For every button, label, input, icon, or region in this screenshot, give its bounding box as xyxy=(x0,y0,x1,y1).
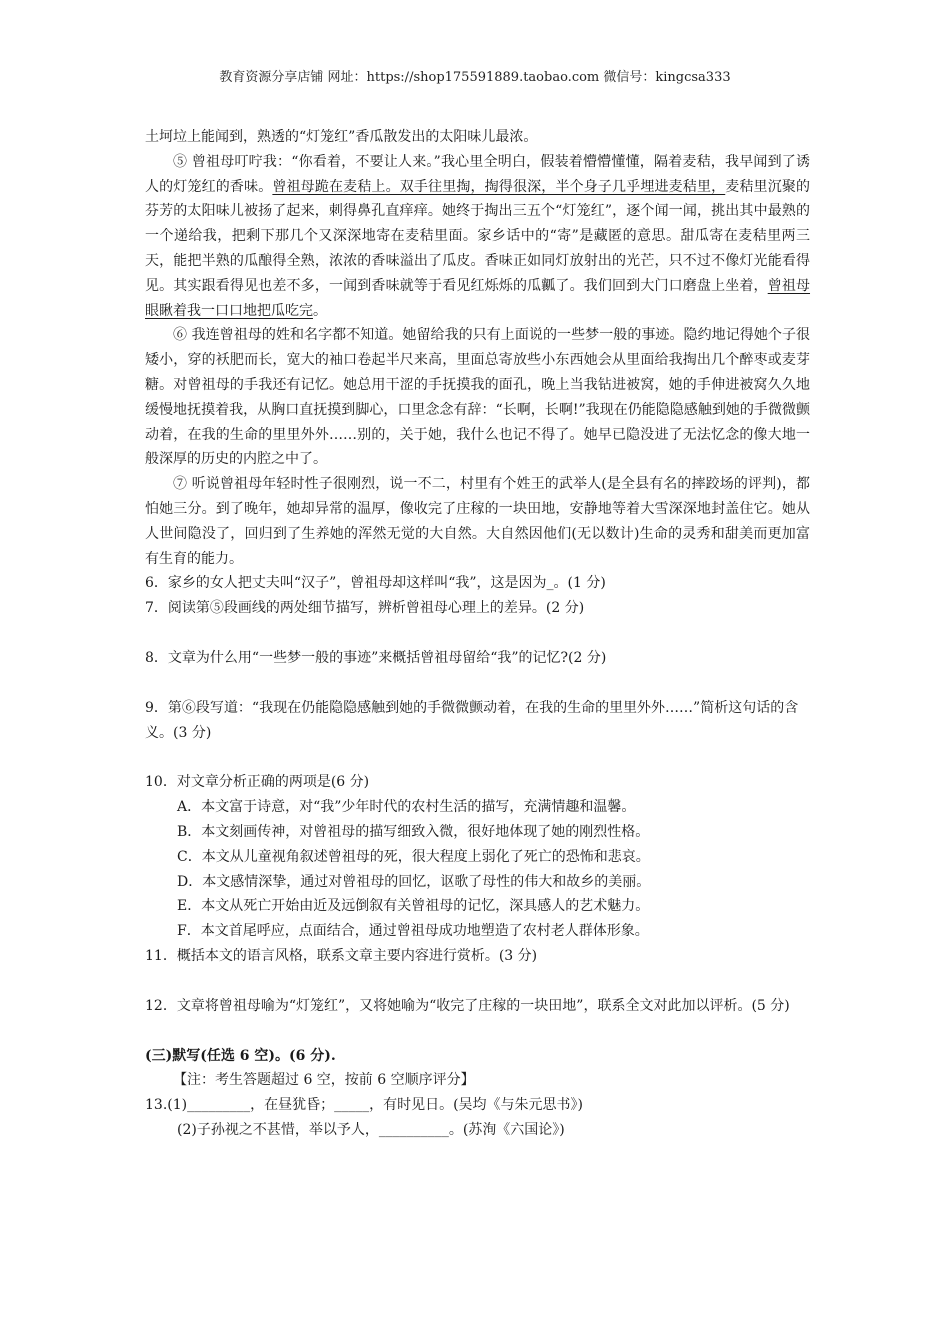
paragraph-7: ⑦ 听说曾祖母年轻时性子很刚烈，说一不二，村里有个姓王的武举人(是全县有名的摔跤场的评判)，都怕她三分。到了晚年，她却异常的温厚，像收完了庄稼的一块田地，安静地等着大雪深深地封盖住它。她从人世间隐没了，回归到了生养她的浑然无觉的大自然。大自然因他们(无以数计)生命的灵秀和甜美而更加富有生育的能力。 xyxy=(145,476,810,567)
p5-text-b: 麦秸里沉聚的芬芳的太阳味儿被扬了起来，刺得鼻孔直痒痒。她终于掏出三五个“灯笼红”，逐个闻一闻，挑出其中最熟的一个递给我，把剩下那几个又深深地寄在麦秸里面。家乡话中的“寄”是藏匿的意思。甜瓜寄在麦秸里两三天，能把半熟的瓜酿得全熟，浓浓的香味溢出了瓜皮。香味正如同灯放射出的光芒，只不过不像灯光能看得见。其实跟看得见也差不多，一闻到香味就等于看见红烁烁的瓜瓤了。我们回到大门口磨盘上坐着， xyxy=(145,178,811,294)
question-11: 11．概括本文的语言风格，联系文章主要内容进行赏析。(3 分) xyxy=(145,947,538,964)
option-d: D．本文感情深挚，通过对曾祖母的回忆，讴歌了母性的伟大和故乡的美丽。 xyxy=(177,873,651,890)
section-3-note: 【注：考生答题超过 6 空，按前 6 空顺序评分】 xyxy=(173,1072,475,1089)
p5-underlined-1: 曾祖母跪在麦秸上。双手往里掏，掏得很深，半个身子几乎埋进麦秸里， xyxy=(272,178,726,195)
paragraph-6: ⑥ 我连曾祖母的姓和名字都不知道。她留给我的只有上面说的一些梦一般的事迹。隐约地记得她个子很矮小，穿的袄肥而长，宽大的袖口卷起半尺来高，里面总寄放些小东西她会从里面给我掏出几个醉枣或麦芽糖。对曾祖母的手我还有记忆。她总用干涩的手抚摸我的面孔，晚上当我钻进被窝，她的手伸进被窝久久地缓慢地抚摸着我，从胸口直抚摸到脚心，口里念念有辞：“长啊，长啊!”我现在仍能隐隐感触到她的手微微颤动着，在我的生命的里里外外……别的，关于她，我什么也记不得了。她早已隐没进了无法忆念的像大地一般深厚的历史的内腔之中了。 xyxy=(145,327,810,468)
question-9: 9．第⑥段写道：“我现在仍能隐隐感触到她的手微微颤动着，在我的生命的里里外外……”简析这句话的含义。(3 分) xyxy=(145,699,799,741)
option-a: A．本文富于诗意，对“我”少年时代的农村生活的描写，充满情趣和温馨。 xyxy=(177,799,636,816)
question-7: 7．阅读第⑤段画线的两处细节描写，辨析曾祖母心理上的差异。(2 分) xyxy=(145,600,585,617)
page-header: 教育资源分享店铺 网址：https://shop175591889.taobao.com 微信号：kingcsa333 xyxy=(219,70,731,85)
p5-text-c: 。 xyxy=(313,302,327,319)
question-13-2: (2)子孙视之不甚惜，举以予人，__________。(苏洵《六国论》) xyxy=(177,1121,565,1138)
option-f: F．本文首尾呼应，点面结合，通过曾祖母成功地塑造了农村老人群体形象。 xyxy=(177,923,649,940)
question-6: 6．家乡的女人把丈夫叫“汉子”，曾祖母却这样叫“我”，这是因为_。(1 分) xyxy=(145,575,606,592)
section-3-title: (三)默写(任选 6 空)。(6 分). xyxy=(145,1047,336,1064)
question-13-1: 13.(1)_________，在昼犹昏；_____，有时见日。(吴均《与朱元思书》) xyxy=(145,1097,584,1114)
question-8: 8．文章为什么用“一些梦一般的事迹”来概括曾祖母留给“我”的记忆?(2 分) xyxy=(145,649,607,666)
question-12: 12．文章将曾祖母喻为“灯笼红”，又将她喻为“收完了庄稼的一块田地”，联系全文对此加以评析。(5 分) xyxy=(145,997,790,1014)
option-c: C．本文从儿童视角叙述曾祖母的死，很大程度上弱化了死亡的恐怖和悲哀。 xyxy=(177,848,650,865)
question-10: 10．对文章分析正确的两项是(6 分) xyxy=(145,774,370,791)
document-body xyxy=(145,125,810,1143)
option-b: B．本文刻画传神，对曾祖母的描写细致入微，很好地体现了她的刚烈性格。 xyxy=(177,823,650,840)
option-e: E．本文从死亡开始由近及远倒叙有关曾祖母的记忆，深具感人的艺术魅力。 xyxy=(177,898,650,915)
p5-text-a: ⑤ 曾祖母叮咛我：“你看着，不要让人来。”我心里全明白，假装着懵懵懂懂，隔着麦秸，我早闻到了诱人的灯笼红的香味。 xyxy=(145,153,810,195)
p5-underlined-2: 曾祖母眼瞅着我一口口地把瓜吃完 xyxy=(145,277,811,319)
paragraph-5 xyxy=(145,150,810,324)
paragraph-continuation: 土坷垃上能闻到，熟透的“灯笼红”香瓜散发出的太阳味儿最浓。 xyxy=(145,129,538,145)
